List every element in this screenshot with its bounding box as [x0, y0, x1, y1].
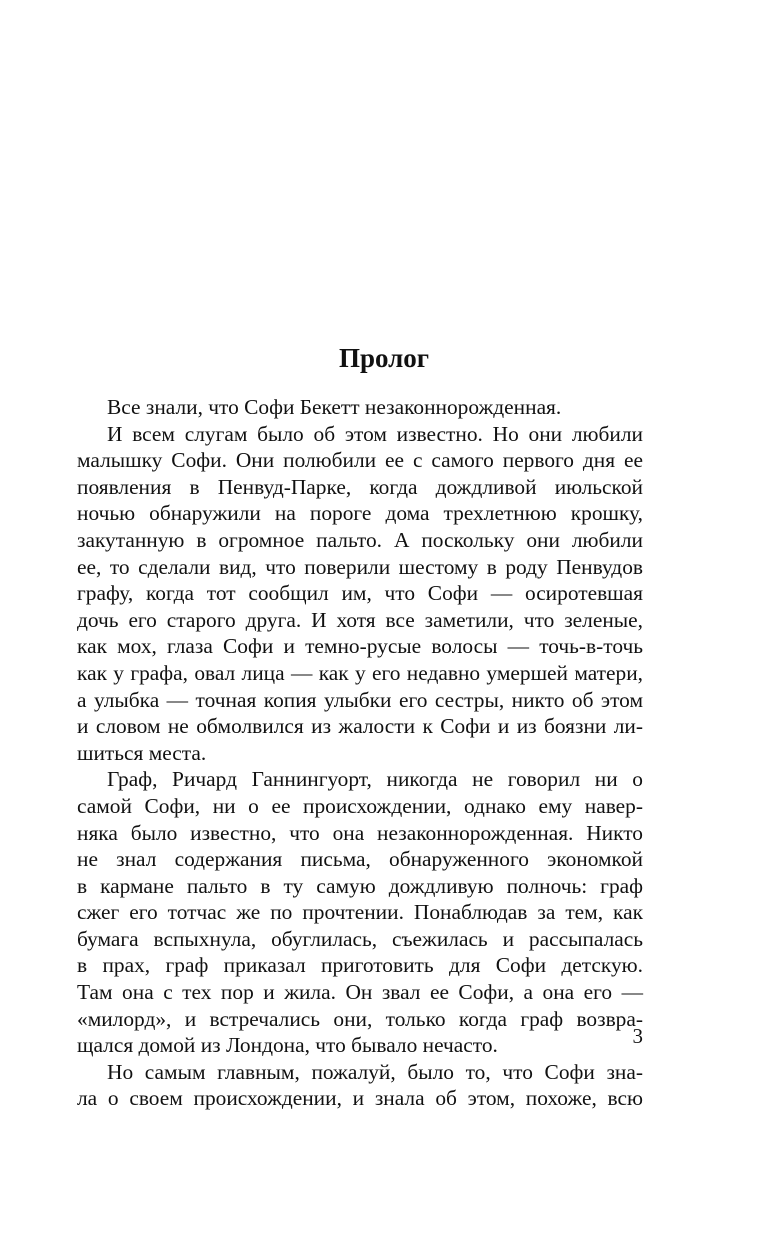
- text-line: в прах, граф приказал приготовить для Софи детскую.: [77, 953, 643, 978]
- text-line: закутанную в огромное пальто. А поскольку они любили: [77, 527, 643, 552]
- text-line: малышку Софи. Они полюбили ее с самого первого дня ее: [77, 448, 643, 473]
- text-line: графу, когда тот сообщил им, что Софи — осиротевшая: [77, 581, 643, 606]
- page-number: 3: [632, 1024, 643, 1048]
- text-line: как мох, глаза Софи и темно-русые волосы — точь-в-точь: [77, 634, 643, 659]
- text-line: не знал содержания письма, обнаруженного экономкой: [77, 847, 643, 872]
- chapter-body: [77, 394, 643, 1112]
- text-line: ее, то сделали вид, что поверили шестому в роду Пенвудов: [77, 554, 643, 579]
- text-line: в кармане пальто в ту самую дождливую полночь: граф: [77, 873, 643, 898]
- text-line: И всем слугам было об этом известно. Но они любили: [107, 421, 643, 446]
- chapter-title: Пролог: [338, 343, 430, 373]
- text-line: шиться места.: [77, 740, 207, 765]
- text-line: сжег его тотчас же по прочтении. Понаблюдав за тем, как: [77, 900, 643, 925]
- text-line: и словом не обмолвился из жалости к Софи и из боязни ли-: [77, 714, 643, 739]
- text-line: «милорд», и встречались они, только когда граф возвра-: [77, 1006, 643, 1031]
- text-line: бумага вспыхнула, обуглилась, съежилась и рассыпалась: [77, 926, 643, 951]
- text-line: как у графа, овал лица — как у его недавно умершей матери,: [77, 660, 643, 685]
- text-line: няка было известно, что она незаконнорожденная. Никто: [77, 820, 643, 845]
- text-line: а улыбка — точная копия улыбки его сестры, никто об этом: [77, 687, 643, 712]
- text-line: Но самым главным, пожалуй, было то, что Софи зна-: [107, 1059, 643, 1084]
- text-line: Граф, Ричард Ганнингуорт, никогда не говорил ни о: [107, 767, 643, 792]
- text-line: Там она с тех пор и жила. Он звал ее Софи, а она его —: [77, 980, 643, 1005]
- text-line: дочь его старого друга. И хотя все заметили, что зеленые,: [77, 607, 643, 632]
- text-line: ночью обнаружили на пороге дома трехлетнюю крошку,: [77, 501, 643, 526]
- text-line: Все знали, что Софи Бекетт незаконнорожденная.: [107, 395, 562, 419]
- text-line: ла о своем происхождении, и знала об этом, похоже, всю: [77, 1086, 643, 1111]
- text-line: самой Софи, ни о ее происхождении, однако ему навер-: [77, 793, 643, 818]
- text-line: появления в Пенвуд-Парке, когда дождливой июльской: [77, 474, 643, 499]
- text-line: щался домой из Лондона, что бывало нечасто.: [77, 1033, 498, 1058]
